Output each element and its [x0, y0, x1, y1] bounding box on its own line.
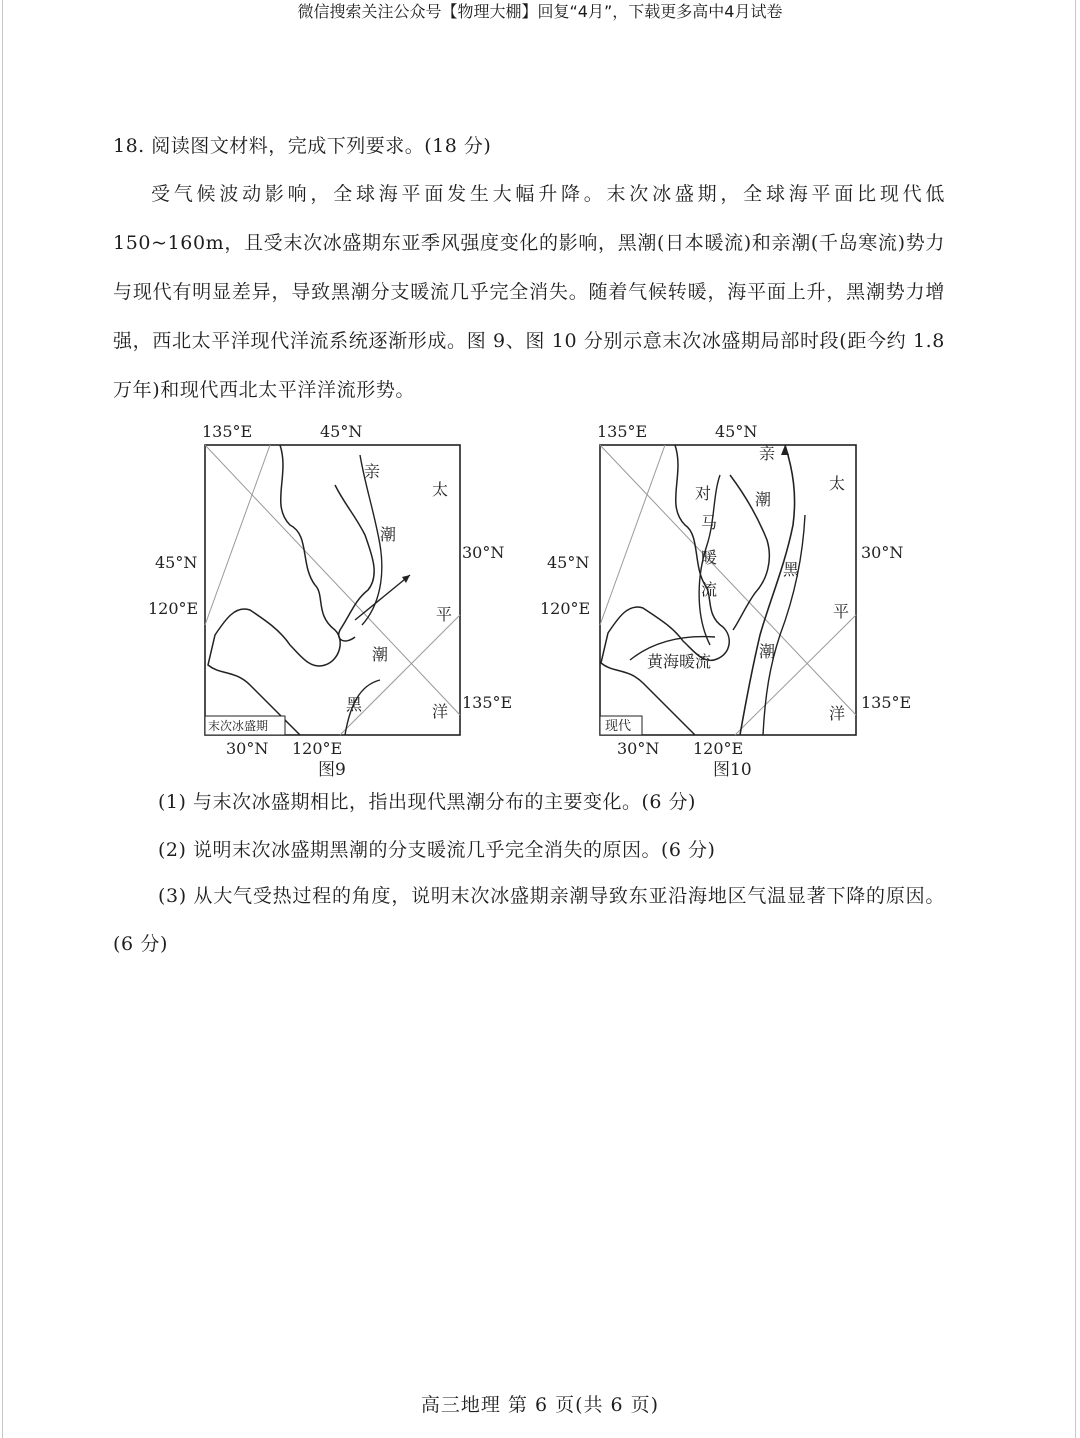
fig10-oyashio-char-1: 亲 [759, 444, 776, 463]
fig10-lat-45-top: 45°N [715, 422, 758, 441]
fig10-tsushima-char-4: 流 [701, 580, 718, 599]
fig10-ocean-char-2: 平 [833, 602, 850, 621]
fig9-lon-120-left: 120°E [148, 599, 199, 618]
fig9-frame [205, 445, 460, 735]
page-border-left [2, 0, 3, 1438]
fig9-lon-135-right: 135°E [462, 693, 513, 712]
fig10-oyashio-char-2: 潮 [755, 490, 772, 509]
fig10-lon-120-bottom: 120°E [693, 739, 744, 758]
fig10-lon-135-right: 135°E [861, 693, 912, 712]
fig9-ocean-char-3: 洋 [432, 702, 449, 721]
fig9-coastline [208, 445, 340, 735]
fig10-kuroshio-char-1: 黑 [783, 560, 800, 579]
figure-10-caption: 图10 [713, 760, 752, 780]
fig9-arrowhead [402, 575, 410, 583]
watermark-banner: 微信搜索关注公众号【物理大棚】回复“4月”，下载更多高中4月试卷 [297, 2, 783, 21]
fig9-ocean-char-1: 太 [432, 480, 449, 499]
fig9-arrow-path [355, 575, 410, 620]
fig10-lat-45-left: 45°N [547, 553, 590, 572]
fig9-lat-45-top: 45°N [320, 422, 363, 441]
figure-10-map [535, 415, 925, 785]
fig10-tsushima-char-3: 暖 [701, 548, 718, 567]
subquestion-1: (1) 与末次冰盛期相比，指出现代黑潮分布的主要变化。(6 分) [158, 791, 696, 813]
fig9-ocean-char-2: 平 [436, 605, 453, 624]
question-title: 18. 阅读图文材料，完成下列要求。(18 分) [113, 135, 492, 157]
fig9-lon-135-top: 135°E [202, 422, 253, 441]
subquestion-3: (3) 从大气受热过程的角度，说明末次冰盛期亲潮导致东亚沿海地区气温显著下降的原因。(6 分) [113, 885, 945, 955]
question-paragraph: 受气候波动影响，全球海平面发生大幅升降。末次冰盛期，全球海平面比现代低150~160m，且受末次冰盛期东亚季风强度变化的影响，黑潮(日本暖流)和亲潮(千岛寒流)势力与现代有明显差异，导致黑潮分支暖流几乎完全消失。随着气候转暖，海平面上升，黑潮势力增强，西北太平洋现代洋流系统逐渐形成。图 9、图 10 分别示意末次冰盛期局部时段(距今约 1.8 万年)和现代西北太平洋洋流形势。 [113, 183, 945, 401]
subquestion-2: (2) 说明末次冰盛期黑潮的分支暖流几乎完全消失的原因。(6 分) [158, 839, 716, 861]
fig10-ocean-char-3: 洋 [829, 704, 846, 723]
fig10-box-label: 现代 [605, 719, 632, 734]
figure-9-map [140, 415, 530, 785]
fig9-lat-30-right: 30°N [462, 543, 505, 562]
fig9-oyashio-char-1: 亲 [364, 462, 381, 481]
fig10-lon-120-left: 120°E [540, 599, 591, 618]
fig10-lon-135-top: 135°E [597, 422, 648, 441]
fig9-lat-45-left: 45°N [155, 553, 198, 572]
fig9-lat-30-bottom: 30°N [226, 739, 269, 758]
fig10-lat-30-right: 30°N [861, 543, 904, 562]
page-footer: 高三地理 第 6 页(共 6 页) [420, 1394, 660, 1416]
fig9-box-label: 末次冰盛期 [208, 719, 269, 733]
fig10-yellow-sea-label: 黄海暖流 [647, 652, 712, 671]
fig10-tsushima-char-2: 马 [701, 513, 718, 532]
figure-9-caption: 图9 [318, 760, 346, 780]
page-border-right [1075, 0, 1076, 1438]
fig10-kuroshio-char-2: 潮 [759, 642, 776, 661]
fig10-lat-30-bottom: 30°N [617, 739, 660, 758]
fig10-ocean-char-1: 太 [829, 474, 846, 493]
fig10-frame [600, 445, 856, 735]
fig9-lon-120-bottom: 120°E [292, 739, 343, 758]
fig10-tsushima-char-1: 对 [695, 484, 712, 503]
fig9-oyashio-char-2: 潮 [380, 525, 397, 544]
fig9-kuroshio-char-2: 黑 [346, 695, 363, 714]
fig9-kuroshio-char-1: 潮 [372, 645, 389, 664]
fig10-arrowhead [781, 445, 789, 455]
